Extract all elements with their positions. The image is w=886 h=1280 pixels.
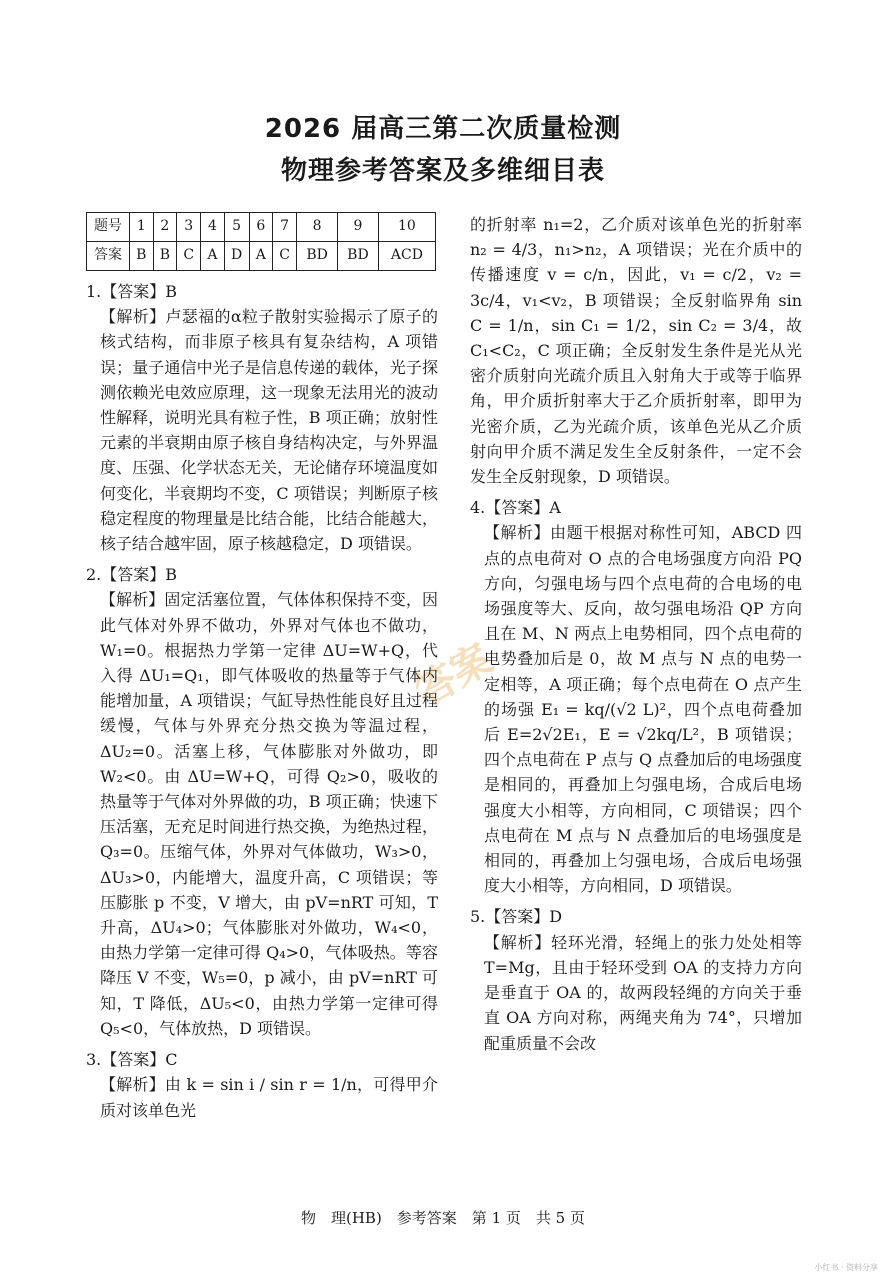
table-cell: C	[272, 242, 296, 271]
table-cell: B	[130, 242, 154, 271]
corner-watermark: 小红书 · 资料分享	[814, 1263, 878, 1272]
table-cell: 6	[249, 213, 272, 242]
q4-explanation: 【解析】由题干根据对称性可知，ABCD 四点的点电荷对 O 点的合电场强度方向沿 PQ 方向，匀强电场与四个点电荷的合电场的电场强度等大、反向，故匀强电场沿 QP 方向且在 M、N 两点上电势相同，四个点电荷的电势叠加后是 0，故 M 点与 N 点的电势一定相等，A 项正确；每个点电荷在 O 点产生的场强 E₁ = kq/(√2 L)²，四个点电荷叠加后 E=2√2E₁，E = √2kq/L²，B 项错误；四个点电荷在 P 点与 Q 点叠加后的电场强度是相同的，再叠加上匀强电场，合成后电场强度大小相等，方向相同，C 项错误；四个点电荷在 M 点与 N 点叠加后的电场强度是相同的，再叠加上匀强电场，合成后电场强度大小相等，方向相同，D 项错误。	[484, 523, 802, 896]
q2-explanation: 【解析】固定活塞位置，气体体积保持不变，因此气体对外界不做功，外界对气体也不做功，W₁=0。根据热力学第一定律 ΔU=W+Q，代入得 ΔU₁=Q₁，即气体吸收的热量等于气体内能增加量，A 项错误；气缸导热性能良好且过程缓慢，气体与外界充分热交换为等温过程，ΔU₂=0。活塞上移，气体膨胀对外做功，即 W₂<0。由 ΔU=W+Q，可得 Q₂>0，吸收的热量等于气体对外界做的功，B 项正确；快速下压活塞，无充足时间进行热交换，为绝热过程，Q₃=0。压缩气体，外界对气体做功，W₃>0，ΔU₃>0，内能增大，温度升高，C 项错误；等压膨胀 p 不变，V 增大，由 pV=nRT 可知，T 升高，ΔU₄>0；气体膨胀对外做功，W₄<0，由热力学第一定律可得 Q₄>0，气体吸热。等容降压 V 不变，W₅=0，p 减小，由 pV=nRT 可知，T 降低，ΔU₅<0，由热力学第一定律可得 Q₅<0，气体放热，D 项错误。	[100, 590, 438, 1038]
table-cell: 9	[338, 213, 379, 242]
watermark-stamp: 答案	[407, 635, 501, 716]
page-subtitle: 物理参考答案及多维细目表	[280, 156, 605, 186]
table-cell: 5	[224, 213, 249, 242]
table-cell: 1	[130, 213, 154, 242]
table-cell: BD	[338, 242, 379, 271]
table-cell: ACD	[378, 242, 435, 271]
q5-answer-heading: 5.【答案】D	[470, 907, 563, 927]
q5-explanation: 【解析】轻环光滑，轻绳上的张力处处相等 T=Mg，且由于轻环受到 OA 的支持力方向是垂直于 OA 的，故两段轻绳的方向关于垂直 OA 方向对称，两绳夹角为 74°，只增加配重质量不会改	[484, 932, 802, 1053]
q3-answer-heading: 3.【答案】C	[86, 1050, 178, 1070]
right-column	[470, 212, 802, 1056]
table-cell: 7	[272, 213, 296, 242]
answer-table-answer-row	[87, 242, 436, 271]
q3-explanation-start: 【解析】由 k = sin i / sin r = 1/n，可得甲介质对该单色光	[100, 1075, 438, 1120]
answer-table	[86, 212, 436, 271]
table-cell: A	[249, 242, 272, 271]
page-title: 2026 届高三第二次质量检测	[264, 114, 622, 144]
page-footer: 物 理(HB) 参考答案 第 1 页 共 5 页	[301, 1209, 585, 1227]
q3-explanation-continued: 的折射率 n₁=2，乙介质对该单色光的折射率 n₂ = 4/3，n₁>n₂，A 项错误；光在介质中的传播速度 v = c/n，因此，v₁ = c/2，v₂ = 3c/4，v₁<v₂，B 项错误；全反射临界角 sin C = 1/n，sin C₁ = 1/2，sin C₂ = 3/4，故 C₁<C₂，C 项正确；全反射发生条件是光从光密介质射向光疏介质且入射角大于或等于临界角，甲介质折射率大于乙介质折射率，即甲为光密介质，乙为光疏介质，该单色光从乙介质射向甲介质不满足发生全反射条件，一定不会发生全反射现象，D 项错误。	[470, 215, 802, 487]
q4-answer-heading: 4.【答案】A	[470, 498, 561, 518]
table-cell: 10	[378, 213, 435, 242]
table-answer-label: 答案	[87, 242, 130, 271]
table-cell: 8	[297, 213, 338, 242]
table-cell: 2	[153, 213, 177, 242]
table-cell: 4	[201, 213, 224, 242]
table-cell: D	[224, 242, 249, 271]
answer-table-number-row	[87, 213, 436, 242]
q1-explanation: 【解析】卢瑟福的α粒子散射实验揭示了原子的核式结构，而非原子核具有复杂结构，A 项错误；量子通信中光子是信息传递的载体，光子探测依赖光电效应原理，这一现象无法用光的波动性解释，说明光具有粒子性，B 项正确；放射性元素的半衰期由原子核自身结构决定，与外界温度、压强、化学状态无关，无论储存环境温度如何变化，半衰期均不变，C 项错误；判断原子核稳定程度的物理量是比结合能，比结合能越大，核子结合越牢固，原子核越稳定，D 项错误。	[100, 307, 438, 554]
q2-answer-heading: 2.【答案】B	[86, 565, 178, 585]
table-cell: 3	[177, 213, 201, 242]
table-header-label: 题号	[87, 213, 130, 242]
table-cell: A	[201, 242, 224, 271]
table-cell: C	[177, 242, 201, 271]
table-cell: BD	[297, 242, 338, 271]
left-column	[86, 212, 438, 1123]
table-cell: B	[153, 242, 177, 271]
q1-answer-heading: 1.【答案】B	[86, 282, 178, 301]
